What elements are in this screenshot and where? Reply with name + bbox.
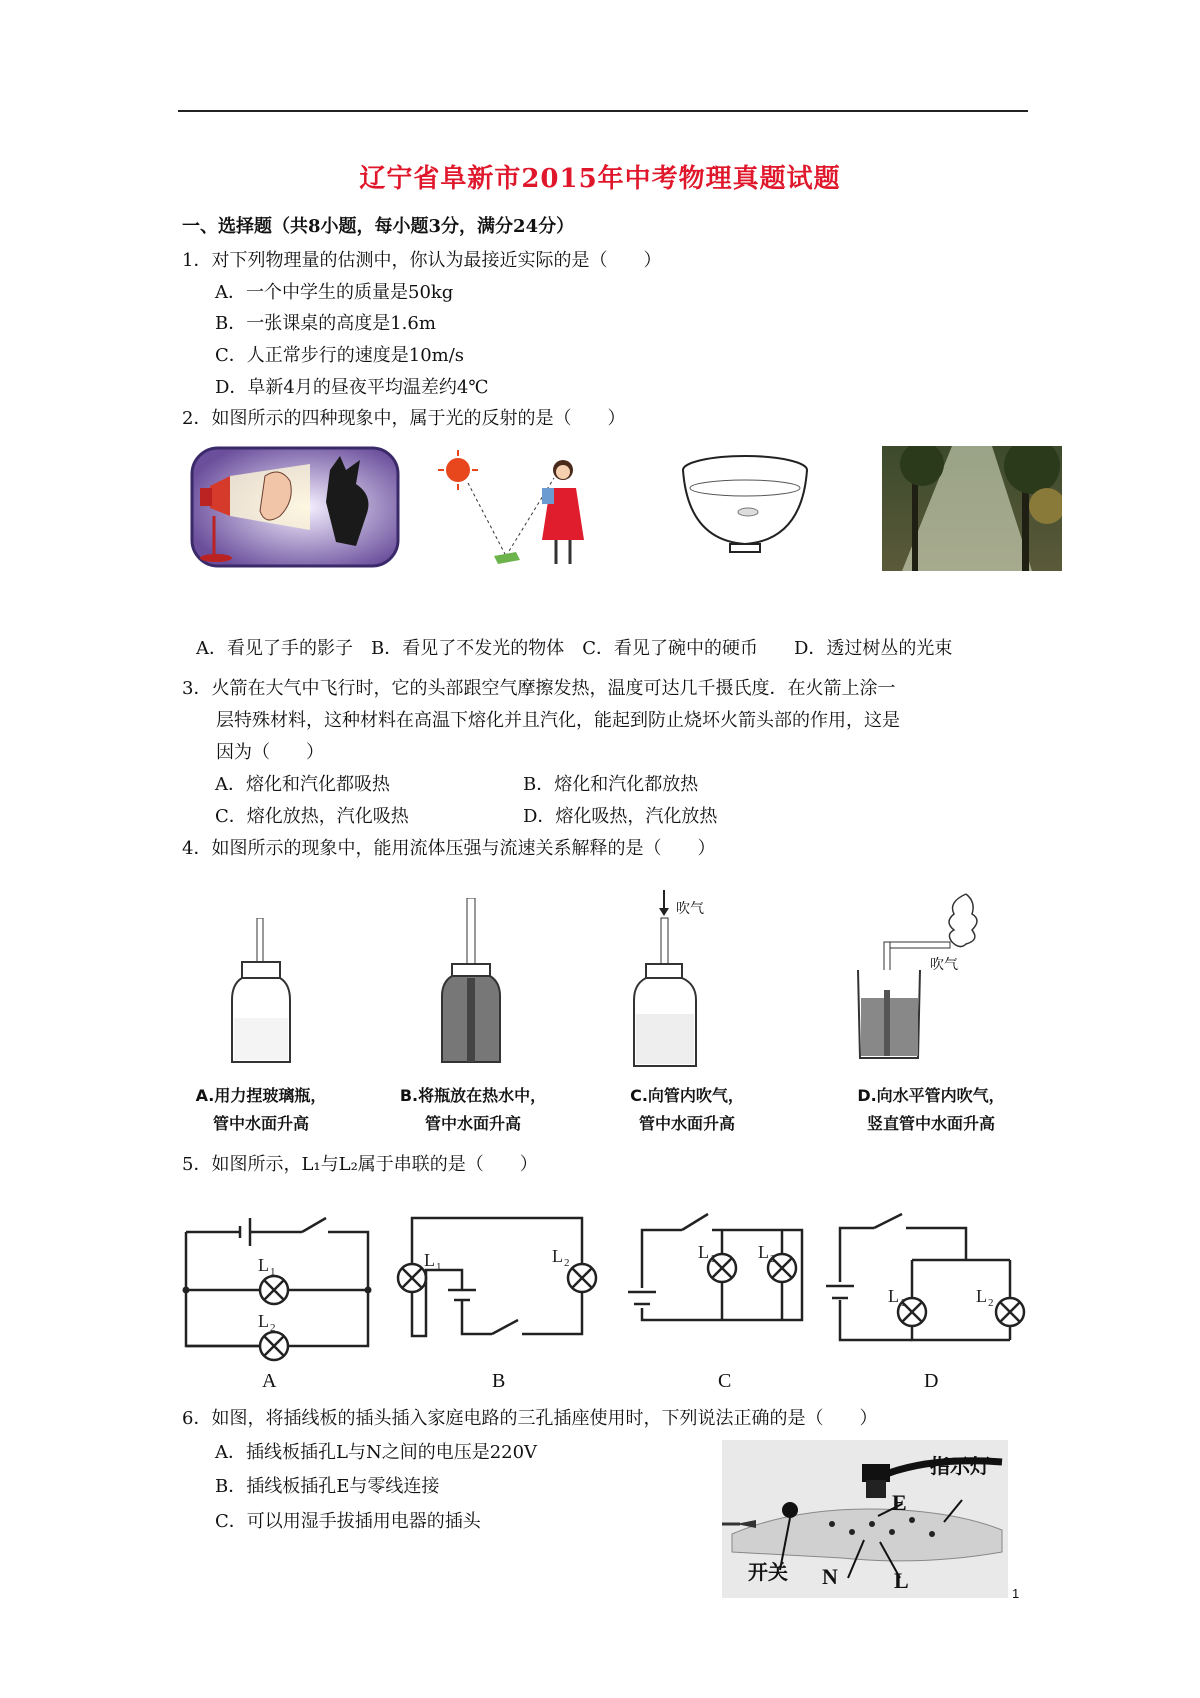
- svg-text:L: L: [258, 1311, 269, 1331]
- svg-text:L: L: [552, 1246, 563, 1266]
- question-3-option-b: B．熔化和汽化都放热: [523, 774, 699, 795]
- q4-caption-b-line-1: B.将瓶放在热水中，: [399, 1086, 547, 1105]
- question-1-option-a: A．一个中学生的质量是50kg: [215, 282, 454, 303]
- figure-hot-water-bottle: [436, 898, 506, 1068]
- figure-bowl-coin: [678, 452, 813, 562]
- question-1-option-b: B．一张课桌的高度是1.6m: [215, 313, 436, 334]
- header-rule: [178, 110, 1028, 112]
- svg-text:1: 1: [710, 1253, 716, 1265]
- svg-text:1: 1: [436, 1261, 442, 1273]
- svg-text:L: L: [424, 1250, 435, 1270]
- q4-caption-c-line-1: C.向管内吹气，: [630, 1086, 744, 1105]
- q4-caption-a: [186, 1082, 336, 1138]
- q4-caption-a-line-2: 管中水面升高: [212, 1114, 309, 1133]
- svg-text:2: 2: [988, 1297, 994, 1309]
- blow-label-c: 吹气: [676, 901, 704, 917]
- question-6-option-c: C．可以用湿手拔插用电器的插头: [215, 1511, 481, 1532]
- question-1-stem: 1．对下列物理量的估测中，你认为最接近实际的是（ ）: [182, 250, 662, 271]
- question-3-line-2: 层特殊材料，这种材料在高温下熔化并且汽化，能起到防止烧坏火箭头部的作用，这是: [216, 710, 900, 731]
- svg-text:L: L: [258, 1255, 269, 1275]
- svg-text:2: 2: [564, 1257, 570, 1269]
- figure-label-indicator: 指示灯: [930, 1454, 990, 1478]
- figure-horizontal-tube: [846, 890, 986, 1066]
- figure-label-n: N: [822, 1564, 838, 1589]
- svg-text:1: 1: [900, 1297, 906, 1309]
- page-title: 辽宁省阜新市2015年中考物理真题试题: [359, 164, 841, 194]
- figure-label-switch: 开关: [748, 1560, 788, 1584]
- question-6-stem: 6．如图，将插线板的插头插入家庭电路的三孔插座使用时，下列说法正确的是（ ）: [182, 1408, 878, 1429]
- svg-text:L: L: [888, 1286, 899, 1306]
- svg-text:2: 2: [270, 1322, 276, 1334]
- q4-caption-d: [846, 1082, 1016, 1138]
- question-4-stem: 4．如图所示的现象中，能用流体压强与流速关系解释的是（ ）: [182, 838, 716, 859]
- question-1-option-c: C．人正常步行的速度是10m/s: [215, 345, 465, 366]
- q4-caption-d-line-2: 竖直管中水面升高: [866, 1114, 995, 1133]
- svg-text:2: 2: [770, 1253, 776, 1265]
- circuit-label-d: D: [924, 1370, 939, 1392]
- circuit-label-a: A: [262, 1370, 277, 1392]
- q4-caption-c-line-2: 管中水面升高: [638, 1114, 735, 1133]
- question-3-line-1: 3．火箭在大气中飞行时，它的头部跟空气摩擦发热，温度可达几千摄氏度．在火箭上涂一: [182, 678, 896, 699]
- section-heading: 一、选择题（共8小题，每小题3分，满分24分）: [182, 216, 575, 237]
- q4-caption-b: [388, 1082, 558, 1138]
- q4-caption-a-line-1: A.用力捏玻璃瓶，: [195, 1086, 327, 1105]
- question-2-captions: A．看见了手的影子 B．看见了不发光的物体 C．看见了碗中的硬币 D．透过树丛的光束: [196, 638, 953, 659]
- figure-hand-shadow: [190, 446, 400, 568]
- question-3-option-a: A．熔化和汽化都吸热: [215, 774, 390, 795]
- svg-text:L: L: [758, 1242, 769, 1262]
- q4-caption-c: [612, 1082, 762, 1138]
- circuit-label-c: C: [718, 1370, 732, 1392]
- page-number: 1: [1012, 1586, 1020, 1601]
- question-6-option-b: B．插线板插孔E与零线连接: [215, 1476, 440, 1497]
- question-1-option-d: D．阜新4月的昼夜平均温差约4℃: [215, 377, 489, 398]
- q4-caption-b-line-2: 管中水面升高: [424, 1114, 521, 1133]
- question-3-option-d: D．熔化吸热，汽化放热: [523, 806, 718, 827]
- question-2-stem: 2．如图所示的四种现象中，属于光的反射的是（ ）: [182, 408, 626, 429]
- figure-squeeze-bottle: [226, 918, 296, 1068]
- figure-label-l: L: [894, 1568, 909, 1593]
- figure-forest-light: [882, 446, 1062, 571]
- circuit-c: [622, 1200, 822, 1350]
- svg-text:L: L: [698, 1242, 709, 1262]
- circuit-d: [820, 1196, 1030, 1346]
- q4-caption-d-line-1: D.向水平管内吹气，: [857, 1086, 1005, 1105]
- svg-text:L: L: [976, 1286, 987, 1306]
- circuit-label-b: B: [492, 1370, 506, 1392]
- question-5-stem: 5．如图所示，L₁与L₂属于串联的是（ ）: [182, 1154, 538, 1175]
- svg-text:1: 1: [270, 1266, 276, 1278]
- figure-girl-mirror: [438, 448, 613, 573]
- blow-label-d: 吹气: [930, 957, 958, 973]
- figure-label-e: E: [892, 1490, 907, 1515]
- circuit-b: [392, 1210, 602, 1360]
- question-3-line-3: 因为（ ）: [216, 742, 324, 763]
- question-6-option-a: A．插线板插孔L与N之间的电压是220V: [215, 1442, 538, 1463]
- question-3-option-c: C．熔化放热，汽化吸热: [215, 806, 409, 827]
- circuit-a: [178, 1196, 378, 1366]
